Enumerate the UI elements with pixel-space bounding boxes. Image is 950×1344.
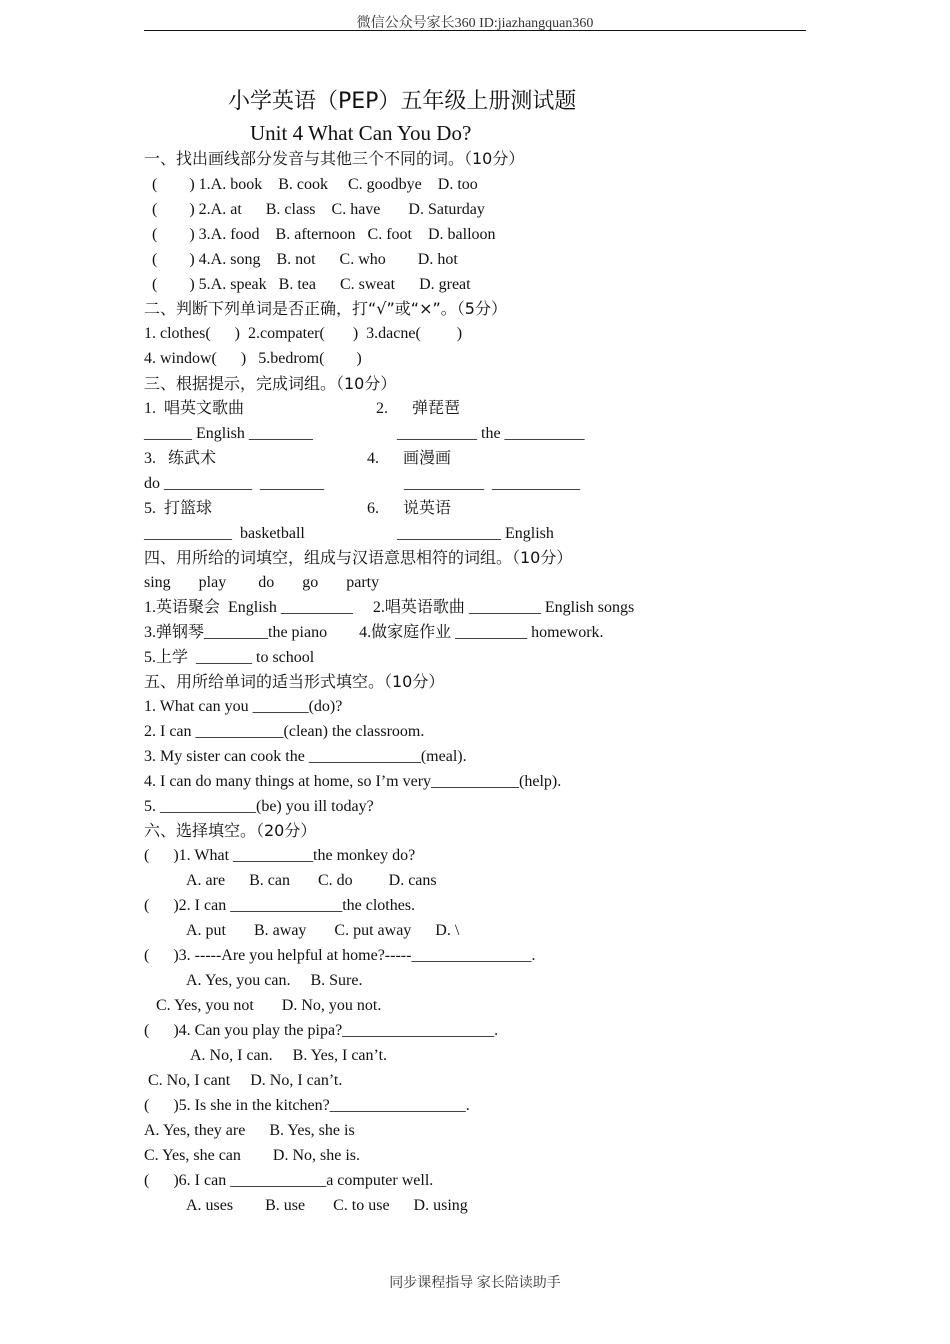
section4-word-bank: sing play do go party	[144, 574, 380, 591]
section6-options: A. Yes, they are B. Yes, she is	[144, 1122, 355, 1139]
section1-item: ( ) 5.A. speak B. tea C. sweat D. great	[152, 276, 471, 293]
section2-line: 1. clothes( ) 2.compater( ) 3.dacne( )	[144, 325, 463, 342]
section3-blank: ______ English ________	[144, 425, 313, 442]
section6-options: C. No, I cant D. No, I can’t.	[148, 1072, 343, 1089]
section4-heading: 四、用所给的词填空，组成与汉语意思相符的词组。（10分）	[144, 548, 573, 567]
section5-line: 5. ____________(be) you ill today?	[144, 798, 374, 815]
header-divider	[144, 30, 806, 31]
section1-item: ( ) 2.A. at B. class C. have D. Saturday	[152, 201, 485, 218]
section3-prompt: 3. 练武术	[144, 450, 217, 467]
section6-question: ( )3. -----Are you helpful at home?-----_______________.	[144, 947, 536, 964]
section3-prompt: 5. 打篮球	[144, 500, 213, 517]
section3-blank: __________ the __________	[397, 425, 585, 442]
section3-blank: __________ ___________	[404, 475, 580, 492]
page-header: 微信公众号家长360 ID:jiazhangquan360	[356, 16, 594, 31]
section6-options: C. Yes, you not D. No, you not.	[156, 997, 382, 1014]
section6-options: A. uses B. use C. to use D. using	[186, 1197, 468, 1214]
section2-line: 4. window( ) 5.bedrom( )	[144, 350, 362, 367]
section4-line: 5.上学 _______ to school	[144, 649, 315, 666]
section3-heading: 三、根据提示，完成词组。（10分）	[144, 374, 397, 393]
section3-blank: ___________ basketball	[144, 525, 305, 542]
section1-item: ( ) 1.A. book B. cook C. goodbye D. too	[152, 176, 478, 193]
section3-blank: do ___________ ________	[144, 475, 324, 492]
page-footer: 同步课程指导 家长陪读助手	[389, 1276, 561, 1291]
section1-item: ( ) 4.A. song B. not C. who D. hot	[152, 251, 458, 268]
section6-question: ( )5. Is she in the kitchen?_________________.	[144, 1097, 470, 1114]
section3-prompt: 1. 唱英文歌曲	[144, 400, 245, 417]
section6-question: ( )4. Can you play the pipa?___________________.	[144, 1022, 499, 1039]
section5-line: 3. My sister can cook the ______________(meal).	[144, 748, 467, 765]
section6-options: A. put B. away C. put away D. \	[186, 922, 460, 939]
section6-options: A. are B. can C. do D. cans	[186, 872, 437, 889]
section6-question: ( )1. What __________the monkey do?	[144, 847, 416, 864]
section1-item: ( ) 3.A. food B. afternoon C. foot D. balloon	[152, 226, 496, 243]
section6-heading: 六、选择填空。（20分）	[144, 821, 317, 840]
section1-heading: 一、找出画线部分发音与其他三个不同的词。（10分）	[144, 149, 525, 168]
page-subtitle: Unit 4 What Can You Do?	[250, 121, 472, 145]
section6-options: C. Yes, she can D. No, she is.	[144, 1147, 360, 1164]
section4-line: 3.弹钢琴________the piano 4.做家庭作业 _________ homework.	[144, 624, 604, 641]
section5-heading: 五、用所给单词的适当形式填空。（10分）	[144, 672, 445, 691]
section5-line: 2. I can ___________(clean) the classroom.	[144, 723, 425, 740]
section6-question: ( )2. I can ______________the clothes.	[144, 897, 416, 914]
section3-prompt: 2. 弹琵琶	[376, 400, 461, 417]
section4-line: 1.英语聚会 English _________ 2.唱英语歌曲 _________ English songs	[144, 599, 635, 616]
section6-options: A. No, I can. B. Yes, I can’t.	[190, 1047, 388, 1064]
section3-prompt: 4. 画漫画	[367, 450, 452, 467]
section5-line: 1. What can you _______(do)?	[144, 698, 343, 715]
section3-blank: _____________ English	[397, 525, 554, 542]
section6-options: A. Yes, you can. B. Sure.	[186, 972, 363, 989]
page-title: 小学英语（PEP）五年级上册测试题	[228, 89, 577, 114]
section5-line: 4. I can do many things at home, so I’m very___________(help).	[144, 773, 562, 790]
section6-question: ( )6. I can ____________a computer well.	[144, 1172, 434, 1189]
section2-heading: 二、判断下列单词是否正确，打“√”或“×”。（5分）	[144, 299, 507, 318]
section3-prompt: 6. 说英语	[367, 500, 452, 517]
